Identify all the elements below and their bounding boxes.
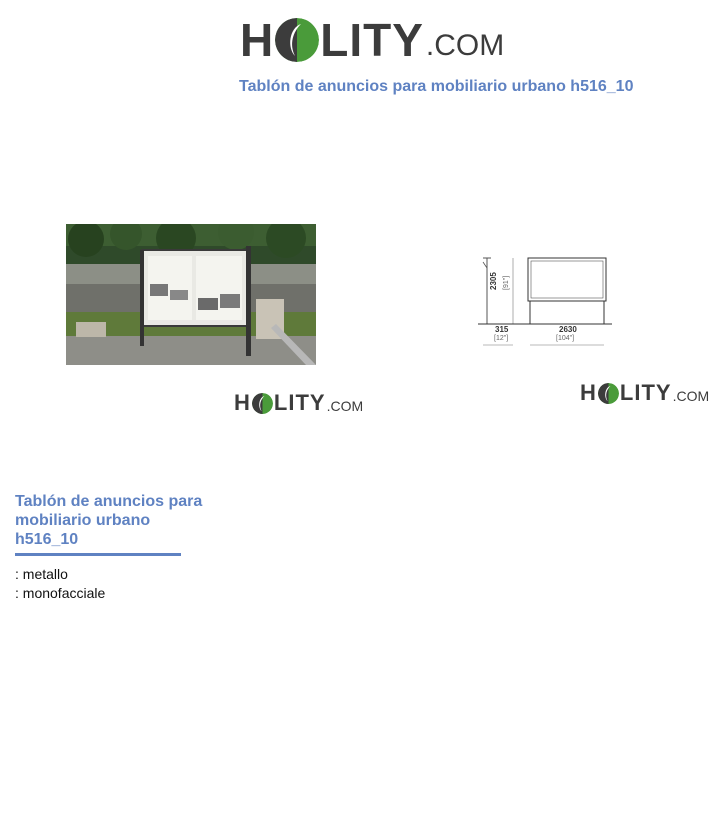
logo-text-com: .COM <box>672 388 710 404</box>
technical-drawing <box>475 248 615 352</box>
holity-logo-small <box>234 390 363 416</box>
dimension-height-inches: [91"] <box>503 275 510 290</box>
spec-faces: : monofacciale <box>15 585 106 601</box>
dimension-width-inches: [104"] <box>556 335 575 342</box>
logo-text-lity: LITY <box>320 14 424 66</box>
logo-o-icon <box>252 393 273 414</box>
spec-material: : metallo <box>15 566 68 582</box>
holity-logo-small <box>580 380 709 406</box>
dimension-depth: 315 <box>495 325 509 334</box>
dimension-height: 2305 <box>489 272 498 290</box>
dimension-depth-inches: [12"] <box>494 335 509 342</box>
logo-text-lity: LITY <box>273 390 326 415</box>
heading-divider <box>15 553 181 556</box>
logo-text-com: .COM <box>425 29 505 62</box>
dimension-width: 2630 <box>559 325 577 334</box>
logo-text-com: .COM <box>326 398 364 414</box>
logo-o-icon <box>275 18 319 62</box>
logo-text-h: H <box>580 380 597 405</box>
logo-text-h: H <box>234 390 251 415</box>
logo-o-icon <box>598 383 619 404</box>
holity-logo[interactable] <box>240 12 504 68</box>
product-photo <box>66 224 316 365</box>
logo-text-lity: LITY <box>619 380 672 405</box>
logo-text-h: H <box>240 14 275 66</box>
page-title: Tablón de anuncios para mobiliario urbano h516_10 <box>239 78 634 95</box>
product-heading: Tablón de anuncios para mobiliario urbano h516_10 <box>15 493 203 548</box>
